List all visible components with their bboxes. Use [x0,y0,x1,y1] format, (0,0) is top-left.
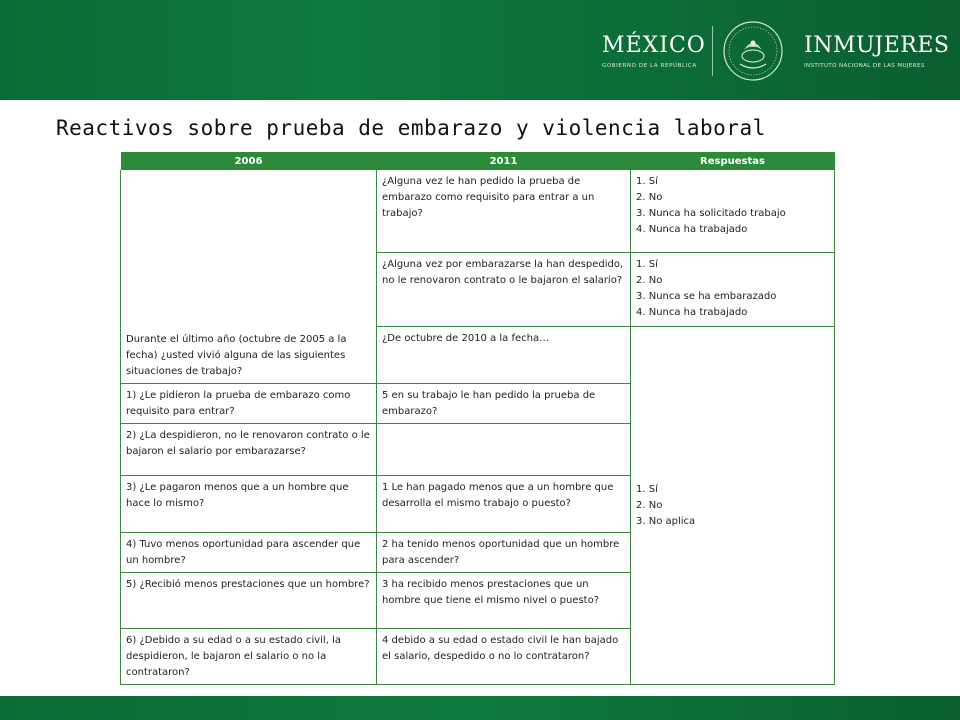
cell-2006-item: 4) Tuvo menos oportunidad para ascender que un hombre? [121,532,377,572]
cell-2011-item: 3 ha recibido menos prestaciones que un hombre que tiene el mismo nivel o puesto? [377,572,631,628]
cell-2011-question-1: ¿Alguna vez le han pedido la prueba de embarazo como requisito para entrar a un trabajo? [377,170,631,252]
answer-option: 3. No aplica [636,515,696,527]
cell-2006-item: 1) ¿Le pidieron la prueba de embarazo como requisito para entrar? [121,383,377,423]
answer-option: 2. No [636,192,663,203]
cell-2006-item: 3) ¿Le pagaron menos que a un hombre que hace lo mismo? [121,475,377,532]
brand-mexico-subtitle: GOBIERNO DE LA REPÚBLICA [602,63,697,69]
answer-option: 3. Nunca ha solicitado trabajo [636,208,786,219]
national-seal-icon [722,20,784,82]
cell-2006-item: 2) ¿La despidieron, no le renovaron contrato o le bajaron el salario por embarazarse? [121,423,377,475]
cell-answers-3 [631,326,835,684]
answer-option: 4. Nunca ha trabajado [636,306,748,318]
footer-band [0,696,960,720]
table-row [121,170,835,252]
column-header-2006: 2006 [121,152,377,170]
answer-option: 1. Sí [636,176,658,187]
cell-2011-item: 2 ha tenido menos oportunidad que un hombre para ascender? [377,532,631,572]
header-divider [712,26,713,76]
brand-mexico: MÉXICO [602,33,706,58]
cell-2011-item [377,423,631,475]
answer-option: 4. Nunca ha trabajado [636,224,748,235]
cell-answers-1 [631,170,835,252]
column-header-2011: 2011 [377,152,631,170]
brand-inmujeres: INMUJERES [804,33,950,58]
items-table [120,152,835,685]
cell-2011-item: 4 debido a su edad o estado civil le han bajado el salario, despedido o no lo contrataron? [377,628,631,684]
header-banner [0,0,960,100]
slide-title: Reactivos sobre prueba de embarazo y violencia laboral [56,116,766,140]
answer-option: 3. Nunca se ha embarazado [636,290,777,302]
cell-answers-2 [631,252,835,326]
cell-2011-item: 5 en su trabajo le han pedido la prueba de embarazo? [377,383,631,423]
answer-option: 1. Sí [636,483,658,495]
cell-2011-question-2: ¿Alguna vez por embarazarse la han despedido, no le renovaron contrato o le bajaron el salario? [377,252,631,326]
table-header-row [121,152,835,170]
answer-option: 2. No [636,274,663,286]
answer-option: 2. No [636,499,663,511]
answer-option: 1. Sí [636,258,658,270]
cell-2006-item: 6) ¿Debido a su edad o a su estado civil, la despidieron, le bajaron el salario o no la contrataron? [121,628,377,684]
column-header-respuestas: Respuestas [631,152,835,170]
cell-2011-question-3: ¿De octubre de 2010 a la fecha… [377,326,631,383]
cell-2006-item: 5) ¿Recibió menos prestaciones que un hombre? [121,572,377,628]
cell-2011-item: 1 Le han pagado menos que a un hombre que desarrolla el mismo trabajo o puesto? [377,475,631,532]
cell-2006-intro: Durante el último año (octubre de 2005 a la fecha) ¿usted vivió alguna de las siguientes situaciones de trabajo? [121,170,377,383]
brand-inmujeres-subtitle: INSTITUTO NACIONAL DE LAS MUJERES [804,63,925,69]
